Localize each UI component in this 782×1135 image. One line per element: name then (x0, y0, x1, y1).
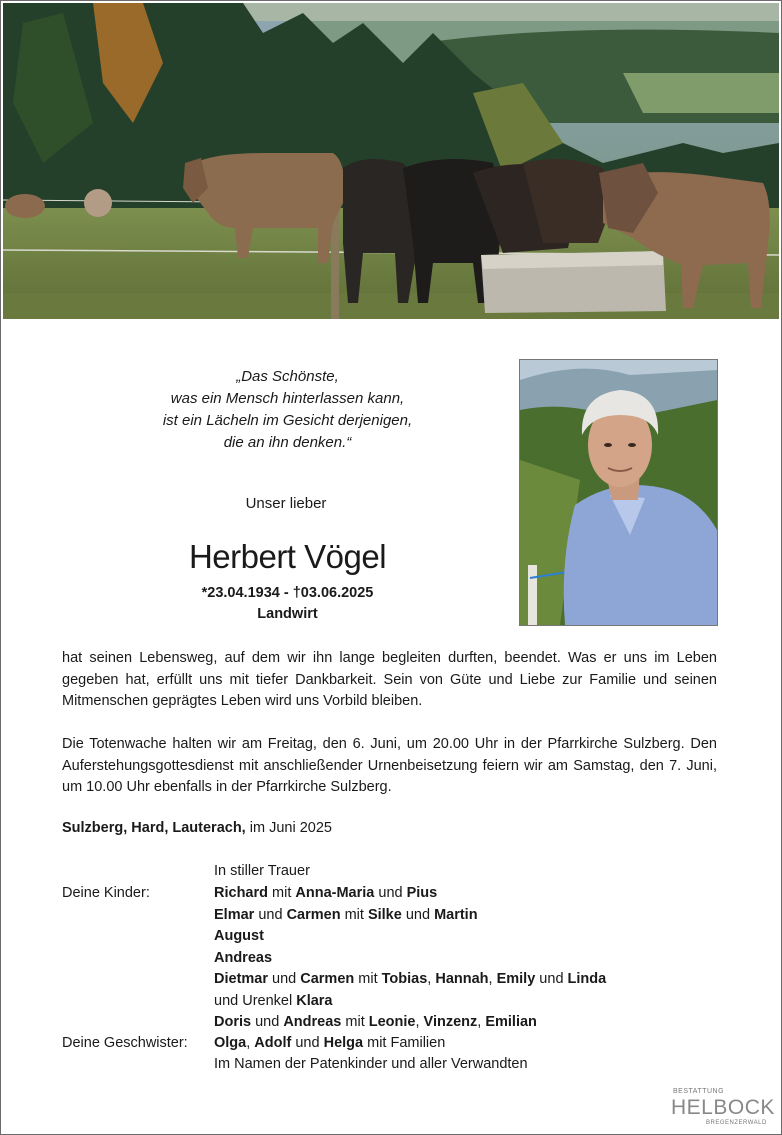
siblings-line (214, 1035, 445, 1051)
obituary-paragraph: hat seinen Lebensweg, auf dem wir ihn lange begleiten durften, beendet. Was er uns im Leben gegeben hat, erfüllt uns mit tiefer Dankbarkeit. Sein von Güte und Liebe zur Familie und seinen Mitmenschen geprägtes Leben wird uns Vorbild bleiben. (62, 650, 717, 709)
family-member-name: Emilian (485, 1014, 537, 1030)
child-line (214, 993, 333, 1009)
family-member-name: Carmen (286, 906, 341, 923)
header-photo-cows (3, 3, 779, 319)
children-label: Deine Kinder: (62, 885, 150, 901)
child-line (214, 885, 437, 901)
connector-text: mit Familien (363, 1035, 446, 1051)
deceased-name: Herbert Vögel (188, 538, 387, 575)
life-dates: *23.04.1934 - †03.06.2025 (201, 585, 374, 601)
quote-line: „Das Schönste, (236, 368, 339, 385)
family-member-name: Andreas (283, 1014, 342, 1030)
closing-line: Im Namen der Patenkinder und aller Verwandten (214, 1056, 528, 1072)
connector-text: und (535, 971, 568, 987)
family-member-name: Tobias (381, 971, 428, 987)
logo-name: HELBOCK (671, 1096, 775, 1119)
mourners-intro: In stiller Trauer (214, 863, 310, 879)
connector-text: mit (341, 1014, 369, 1030)
child-line (214, 1014, 537, 1030)
family-member-name: Richard (214, 885, 268, 901)
connector-text: und (374, 885, 407, 901)
connector-text: und (291, 1035, 324, 1051)
child-line (214, 907, 478, 923)
quote-line: was ein Mensch hinterlassen kann, (170, 390, 405, 407)
connector-text: , (427, 971, 436, 987)
family-member-name: Pius (406, 885, 438, 901)
quote-line: die an ihn denken.“ (223, 434, 352, 451)
family-member-name: Vinzenz (423, 1014, 478, 1030)
connector-text: , (477, 1014, 486, 1030)
connector-text: und (401, 906, 435, 923)
family-member-name: Carmen (300, 971, 355, 987)
family-member-name: Andreas (214, 949, 273, 966)
undertaker-logo (668, 1088, 776, 1130)
connector-text: , (488, 971, 497, 987)
family-member-name: Emily (496, 971, 536, 987)
memorial-quote (120, 366, 455, 454)
child-line (214, 971, 606, 987)
profession: Landwirt (257, 606, 318, 622)
family-member-name: Elmar (214, 906, 255, 923)
quote-line: ist ein Lächeln im Gesicht derjenigen, (162, 412, 413, 429)
connector-text: , (415, 1014, 424, 1030)
connector-text: mit (354, 971, 382, 987)
family-member-name: Leonie (368, 1014, 416, 1030)
family-member-name: Olga (214, 1035, 247, 1051)
place-date: im Juni 2025 (245, 820, 332, 836)
family-member-name: Klara (296, 992, 333, 1009)
child-line (214, 928, 264, 944)
place-and-date (62, 820, 332, 836)
family-member-name: Adolf (254, 1035, 292, 1051)
family-member-name: Anna-Maria (295, 885, 375, 901)
family-member-name: Doris (214, 1014, 252, 1030)
family-member-name: Martin (434, 906, 478, 923)
siblings-label: Deine Geschwister: (62, 1035, 188, 1051)
family-member-name: Dietmar (214, 971, 268, 987)
portrait-photo (519, 359, 718, 626)
connector-text: und (251, 1014, 284, 1030)
connector-text: und (254, 906, 287, 923)
connector-text: und (268, 971, 301, 987)
family-member-name: August (214, 928, 264, 944)
place-towns: Sulzberg, Hard, Lauterach, (62, 820, 246, 836)
family-member-name: Hannah (435, 971, 489, 987)
logo-top-text: BESTATTUNG (673, 1088, 725, 1095)
connector-text: mit (268, 885, 296, 901)
logo-region: BREGENZERWALD (706, 1120, 767, 1126)
child-line (214, 950, 272, 966)
family-member-name: Helga (323, 1035, 364, 1051)
family-member-name: Linda (567, 971, 607, 987)
funeral-details-paragraph: Die Totenwache halten wir am Freitag, den 6. Juni, um 20.00 Uhr in der Pfarrkirche Sulzberg. Den Auferstehungsgottesdienst mit anschließender Urnenbeisetzung feiern wir am Samstag, den 7. Juni, um 10.00 Uhr ebenfalls in der Pfarrkirche Sulzberg. (62, 736, 717, 795)
connector-text: , (246, 1035, 255, 1051)
family-member-name: Silke (367, 906, 402, 923)
intro-text: Unser lieber (245, 495, 327, 512)
connector-text: und Urenkel (214, 992, 297, 1009)
connector-text: mit (340, 906, 368, 923)
